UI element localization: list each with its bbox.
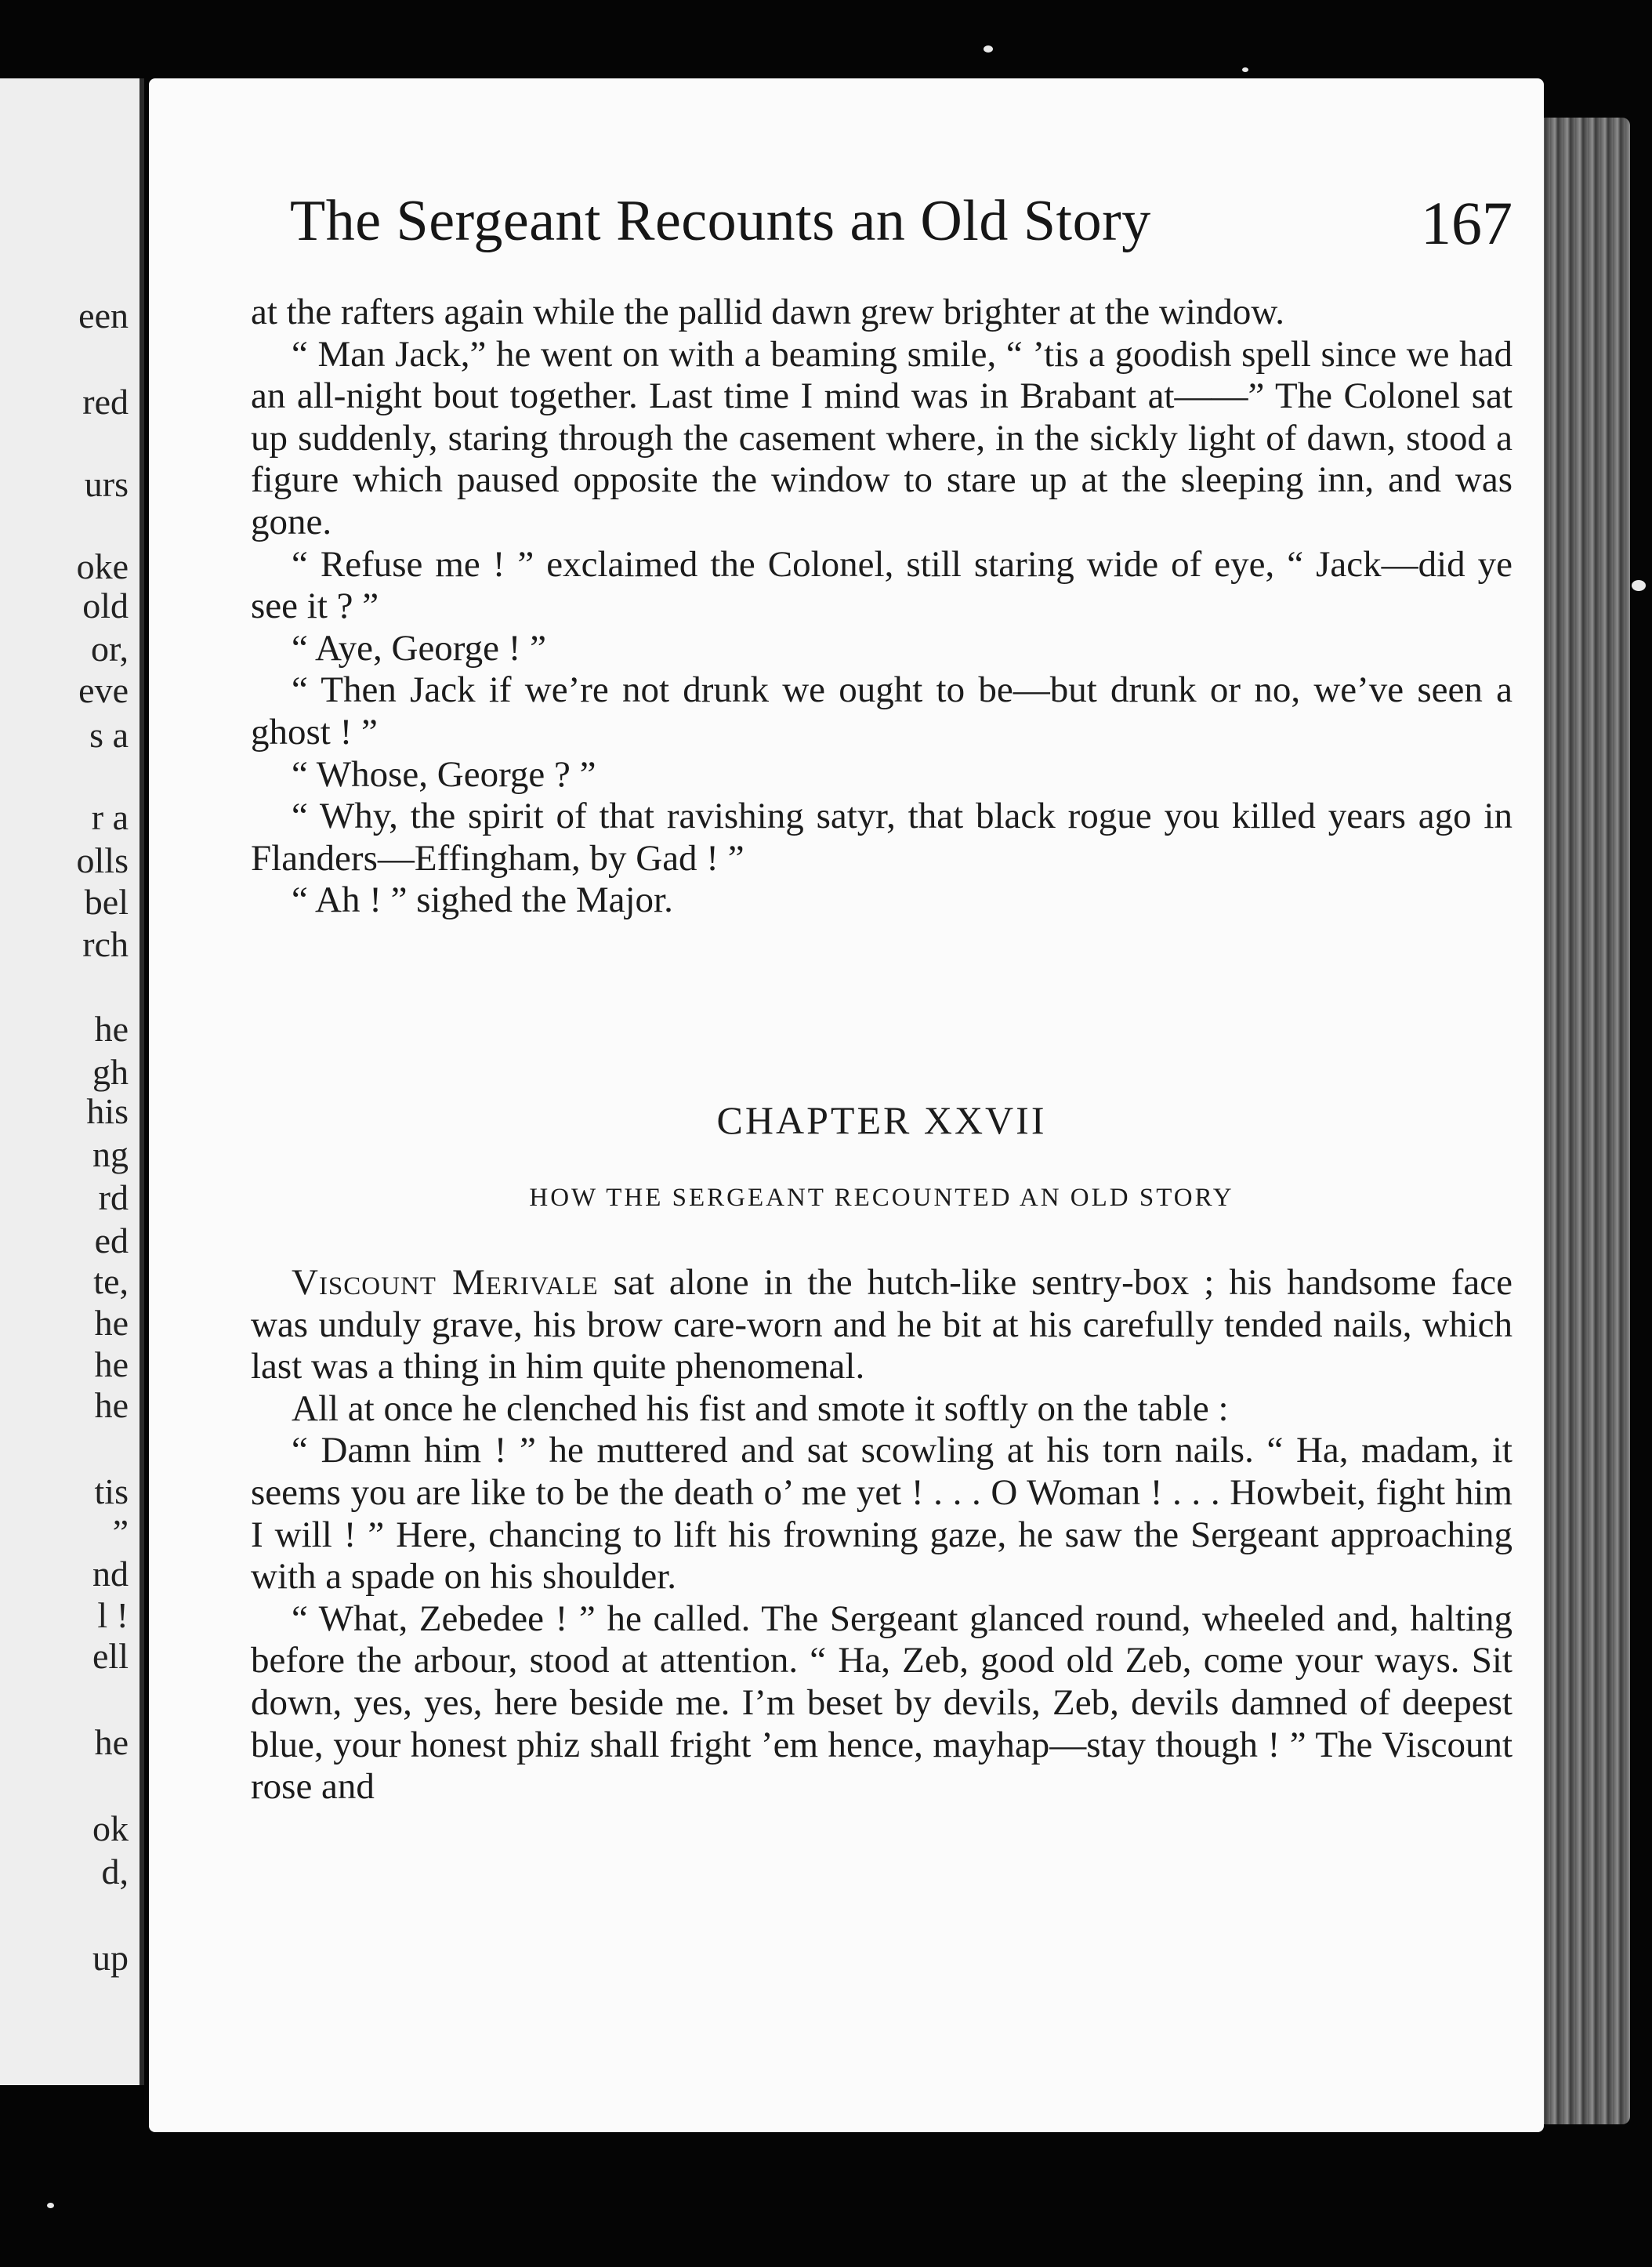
facing-page-text: ell	[92, 1636, 129, 1676]
facing-page-text: he	[94, 1009, 129, 1049]
facing-page-text: tis	[94, 1471, 129, 1511]
facing-page-text: rch	[82, 924, 129, 964]
opening-name: Viscount Merivale	[292, 1262, 599, 1303]
facing-page-text: oke	[76, 546, 129, 586]
paragraph	[251, 1262, 1513, 1388]
facing-page-text: te,	[93, 1261, 129, 1301]
facing-page-text: een	[78, 296, 129, 336]
facing-page-text: ed	[94, 1221, 129, 1260]
facing-page-text: rd	[98, 1177, 129, 1217]
facing-page-fragment	[0, 78, 144, 2085]
paragraph: “ Then Jack if we’re not drunk we ought to be—but drunk or no, we’ve seen a ghost ! ”	[251, 669, 1513, 753]
paragraph: “ What, Zebedee ! ” he called. The Sergeant glanced round, wheeled and, halting before the arbour, stood at attention. “ Ha, Zeb, good old Zeb, come your ways. Sit down, yes, yes, here beside me. I’m beset by devils, Zeb, devils damned of deepest blue, your honest phiz shall fright ’em hence, mayhap—stay though ! ” The Viscount rose and	[251, 1598, 1513, 1808]
facing-page-text: old	[82, 586, 129, 626]
facing-page-text: ok	[92, 1808, 129, 1848]
facing-page-text: s a	[89, 715, 129, 755]
page-header	[290, 188, 1513, 282]
facing-page-text: red	[82, 382, 129, 422]
section-2-text	[251, 1262, 1513, 1808]
facing-page-text: he	[94, 1722, 129, 1762]
facing-page-text: gh	[92, 1052, 129, 1092]
book-page	[149, 78, 1544, 2132]
paragraph: “ Why, the spirit of that ravishing satyr, that black rogue you killed years ago in Flanders—Effingham, by Gad ! ”	[251, 796, 1513, 879]
paragraph: at the rafters again while the pallid dawn grew brighter at the window.	[251, 292, 1285, 332]
facing-page-text: l !	[97, 1595, 129, 1635]
facing-page-text: r a	[91, 797, 129, 837]
scan-speck	[47, 2203, 54, 2208]
chapter-subtitle: HOW THE SERGEANT RECOUNTED AN OLD STORY	[529, 1184, 1234, 1212]
chapter-title: CHAPTER XXVII	[716, 1098, 1047, 1142]
section-1-text	[251, 292, 1513, 922]
facing-page-text: bel	[84, 882, 129, 922]
facing-page-text: ”	[112, 1512, 129, 1552]
paragraph: “ Man Jack,” he went on with a beaming smile, “ ’tis a goodish spell since we had an all-night bout together. Last time I mind was in Brabant at——” The Colonel sat up suddenly, staring through the casement where, in the sickly light of dawn, stood a figure which paused opposite the window to stare up at the sleeping inn, and was gone.	[251, 333, 1513, 542]
paragraph: “ Whose, George ? ”	[292, 753, 596, 795]
scan-speck	[984, 45, 993, 53]
scan-speck	[1242, 67, 1248, 72]
facing-page-text: urs	[84, 464, 129, 504]
paragraph: All at once he clenched his fist and smote it softly on the table :	[292, 1387, 1229, 1429]
scan-speck	[1632, 580, 1646, 591]
paragraph: “ Aye, George ! ”	[292, 627, 546, 669]
facing-page-text: he	[94, 1344, 129, 1384]
page-number: 167	[1421, 189, 1513, 257]
facing-page-text: ng	[92, 1134, 129, 1174]
running-title: The Sergeant Recounts an Old Story	[290, 189, 1151, 253]
facing-page-text: or,	[91, 629, 129, 669]
facing-page-text: olls	[76, 840, 129, 880]
facing-page-text: he	[94, 1385, 129, 1425]
facing-page-text: d,	[101, 1852, 129, 1892]
facing-page-text: his	[86, 1091, 129, 1131]
facing-page-text: eve	[78, 670, 129, 710]
paragraph-text: sat alone in the hutch-like sentry-box ; his handsome face was unduly grave, his brow care-worn and he bit at his carefully tended nails, which last was a thing in him quite phenomenal.	[251, 1262, 1513, 1387]
paragraph: “ Damn him ! ” he muttered and sat scowling at his torn nails. “ Ha, madam, it seems you are like to be the death o’ me yet ! . . . O Woman ! . . . Howbeit, fight him I will ! ” Here, chancing to lift his frowning gaze, he saw the Sergeant approaching with a spade on his shoulder.	[251, 1430, 1513, 1598]
facing-page-text: up	[92, 1938, 129, 1978]
paragraph: “ Ah ! ” sighed the Major.	[292, 880, 673, 921]
paragraph: “ Refuse me ! ” exclaimed the Colonel, still staring wide of eye, “ Jack—did ye see it ? ”	[251, 543, 1513, 627]
facing-page-text: nd	[92, 1554, 129, 1594]
facing-page-text: he	[94, 1303, 129, 1343]
